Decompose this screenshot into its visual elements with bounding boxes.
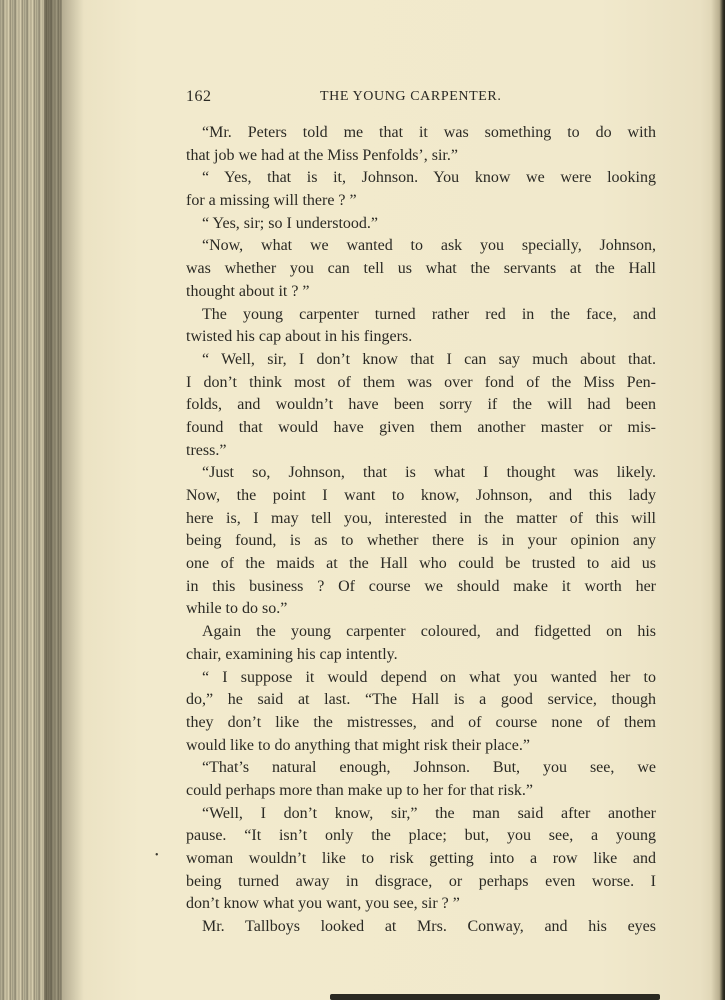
text-line: “ Yes, that is it, Johnson. You know we were looking: [202, 169, 656, 187]
text-line: folds, and wouldn’t have been sorry if the will had been: [186, 396, 656, 414]
text-line: Mr. Tallboys looked at Mrs. Conway, and his eyes: [202, 918, 656, 936]
text-line: I don’t think most of them was over fond of the Miss Pen-: [186, 373, 656, 391]
text-line: thought about it ? ”: [186, 282, 310, 300]
text-line: here is, I may tell you, interested in the matter of this will: [186, 509, 656, 527]
text-line: could perhaps more than make up to her for that risk.”: [186, 781, 533, 799]
text-line: “Well, I don’t know, sir,” the man said after another: [202, 804, 656, 822]
running-title: THE YOUNG CARPENTER.: [320, 89, 502, 104]
margin-mark: •: [155, 850, 159, 861]
text-line: “ Yes, sir; so I understood.”: [202, 214, 378, 232]
page-number: 162: [186, 88, 212, 105]
page-bottom-edge: [330, 994, 660, 1000]
text-line: “Mr. Peters told me that it was something to do with: [202, 124, 656, 141]
printed-page: [186, 88, 656, 939]
text-line: don’t know what you want, you see, sir ? ”: [186, 895, 460, 913]
text-line: “ I suppose it would depend on what you wanted her to: [202, 668, 656, 686]
running-head: [186, 88, 656, 112]
text-line: for a missing will there ? ”: [186, 192, 357, 210]
text-line: “Now, what we wanted to ask you specially, Johnson,: [202, 237, 656, 255]
text-line: The young carpenter turned rather red in the face, and: [202, 305, 656, 323]
text-line: being found, is as to whether there is in your opinion any: [186, 532, 656, 550]
text-line: woman wouldn’t like to risk getting into a row like and: [186, 850, 656, 867]
text-line: “That’s natural enough, Johnson. But, you see, we: [202, 759, 656, 777]
page-right-edge: [711, 0, 725, 1000]
text-line: chair, examining his cap intently.: [186, 645, 398, 663]
text-line: being turned away in disgrace, or perhaps even worse. I: [186, 872, 656, 890]
text-line: they don’t like the mistresses, and of course none of them: [186, 713, 656, 731]
text-line: found that would have given them another master or mis-: [186, 418, 656, 436]
text-line: Now, the point I want to know, Johnson, and this lady: [186, 487, 656, 504]
text-line: pause. “It isn’t only the place; but, you see, a young: [186, 827, 656, 845]
text-line: twisted his cap about in his fingers.: [186, 328, 413, 346]
gutter-shadow: [44, 0, 84, 1000]
body-text: [186, 122, 656, 939]
text-line: that job we had at the Miss Penfolds’, sir.”: [186, 146, 458, 164]
text-line: was whether you can tell us what the servants at the Hall: [186, 260, 656, 278]
text-line: while to do so.”: [186, 600, 288, 618]
text-line: “ Well, sir, I don’t know that I can say much about that.: [202, 350, 656, 368]
text-line: “Just so, Johnson, that is what I thought was likely.: [202, 464, 656, 482]
text-line: one of the maids at the Hall who could be trusted to aid us: [186, 555, 656, 573]
text-line: do,” he said at last. “The Hall is a good service, though: [186, 691, 656, 709]
text-line: Again the young carpenter coloured, and fidgetted on his: [202, 623, 656, 641]
text-line: tress.”: [186, 441, 227, 459]
text-line: would like to do anything that might risk their place.”: [186, 736, 530, 754]
text-line: in this business ? Of course we should make it worth her: [186, 577, 656, 595]
